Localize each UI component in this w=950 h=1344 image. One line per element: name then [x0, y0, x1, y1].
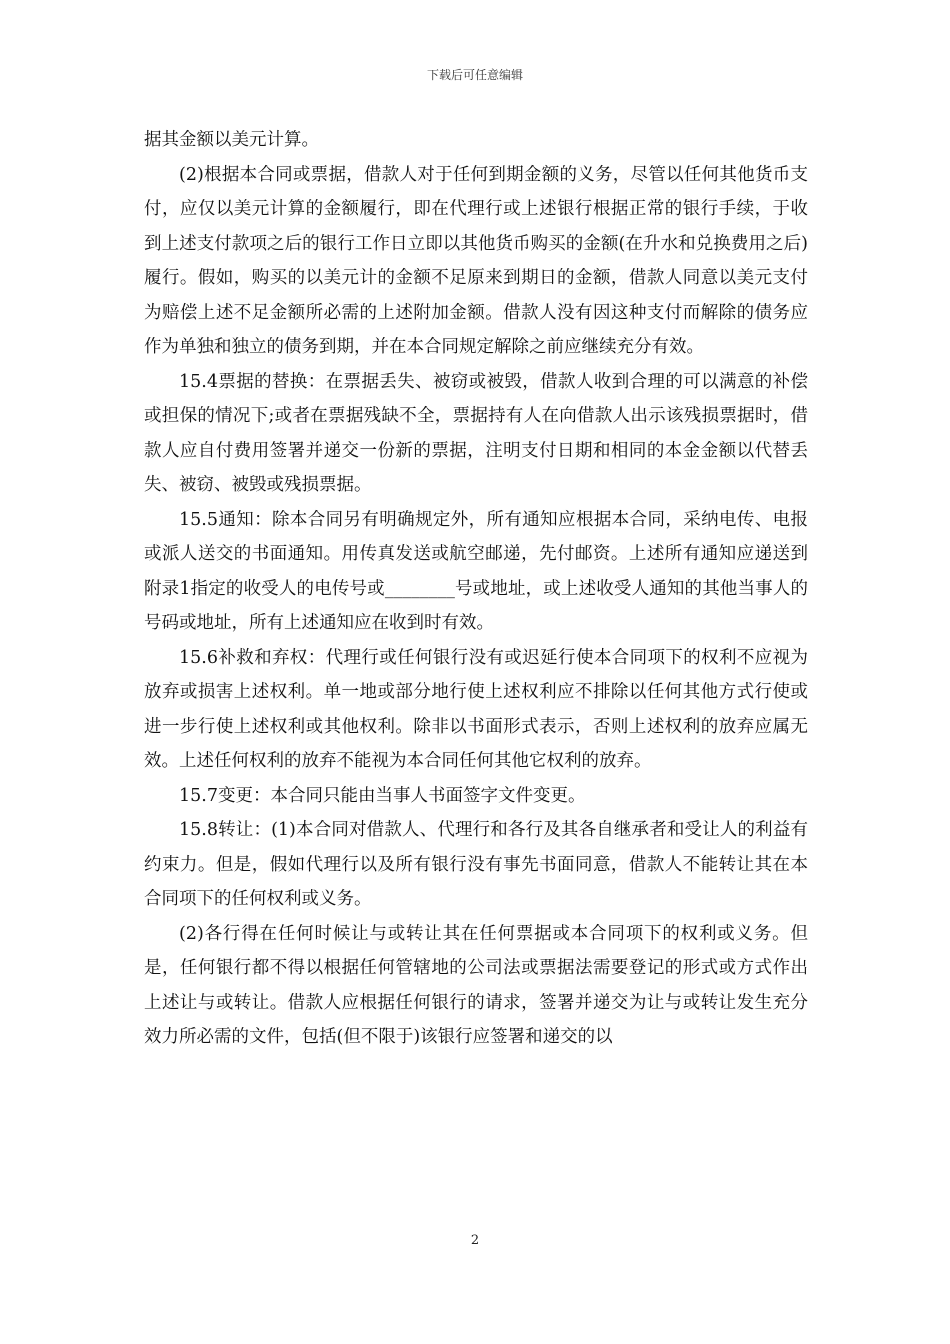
paragraph: 15.7变更：本合同只能由当事人书面签字文件变更。: [179, 785, 586, 806]
paragraph: 据其金额以美元计算。: [144, 130, 319, 150]
paragraph: 15.6补救和弃权：代理行或任何银行没有或迟延行使本合同项下的权利不应视为放弃或损害上述权利。单一地或部分地行使上述权利应不排除以任何其他方式行使或进一步行使上述权利或其他权利。除非以书面形式表示，否则上述权利的放弃应属无效。上述任何权利的放弃不能视为本合同任何其他它权利的放弃。: [144, 647, 808, 771]
paragraph: 15.5通知：除本合同另有明确规定外，所有通知应根据本合同，采纳电传、电报或派人送交的书面通知。用传真发送或航空邮递，先付邮资。上述所有通知应递送到附录1指定的收受人的电传号或________号或地址，或上述收受人通知的其他当事人的号码或地址，所有上述通知应在收到时有效。: [144, 509, 808, 633]
paragraph: (2)各行得在任何时候让与或转让其在任何票据或本合同项下的权利或义务。但是，任何银行都不得以根据任何管辖地的公司法或票据法需要登记的形式或方式作出上述让与或转让。借款人应根据任何银行的请求，签署并递交为让与或转让发生充分效力所必需的文件，包括(但不限于)该银行应签署和递交的以: [144, 923, 808, 1047]
paragraph: (2)根据本合同或票据，借款人对于任何到期金额的义务，尽管以任何其他货币支付，应仅以美元计算的金额履行，即在代理行或上述银行根据正常的银行手续，于收到上述支付款项之后的银行工作日立即以其他货币购买的金额(在升水和兑换费用之后)履行。假如，购买的以美元计的金额不足原来到期日的金额，借款人同意以美元支付为赔偿上述不足金额所必需的上述附加金额。借款人没有因这种支付而解除的债务应作为单独和独立的债务到期，并在本合同规定解除之前应继续充分有效。: [144, 164, 808, 357]
page-number: 2: [470, 1233, 480, 1248]
page-header: 下载后可任意编辑: [426, 68, 523, 82]
paragraph: 15.8转让：(1)本合同对借款人、代理行和各行及其各自继承者和受让人的利益有约束力。但是，假如代理行以及所有银行没有事先书面同意，借款人不能转让其在本合同项下的任何权利或义务。: [144, 820, 808, 909]
document-body: [144, 123, 808, 1055]
paragraph: 15.4票据的替换：在票据丢失、被窃或被毁，借款人收到合理的可以满意的补偿或担保的情况下;或者在票据残缺不全，票据持有人在向借款人出示该残损票据时，借款人应自付费用签署并递交一份新的票据，注明支付日期和相同的本金金额以代替丢失、被窃、被毁或残损票据。: [144, 371, 808, 495]
